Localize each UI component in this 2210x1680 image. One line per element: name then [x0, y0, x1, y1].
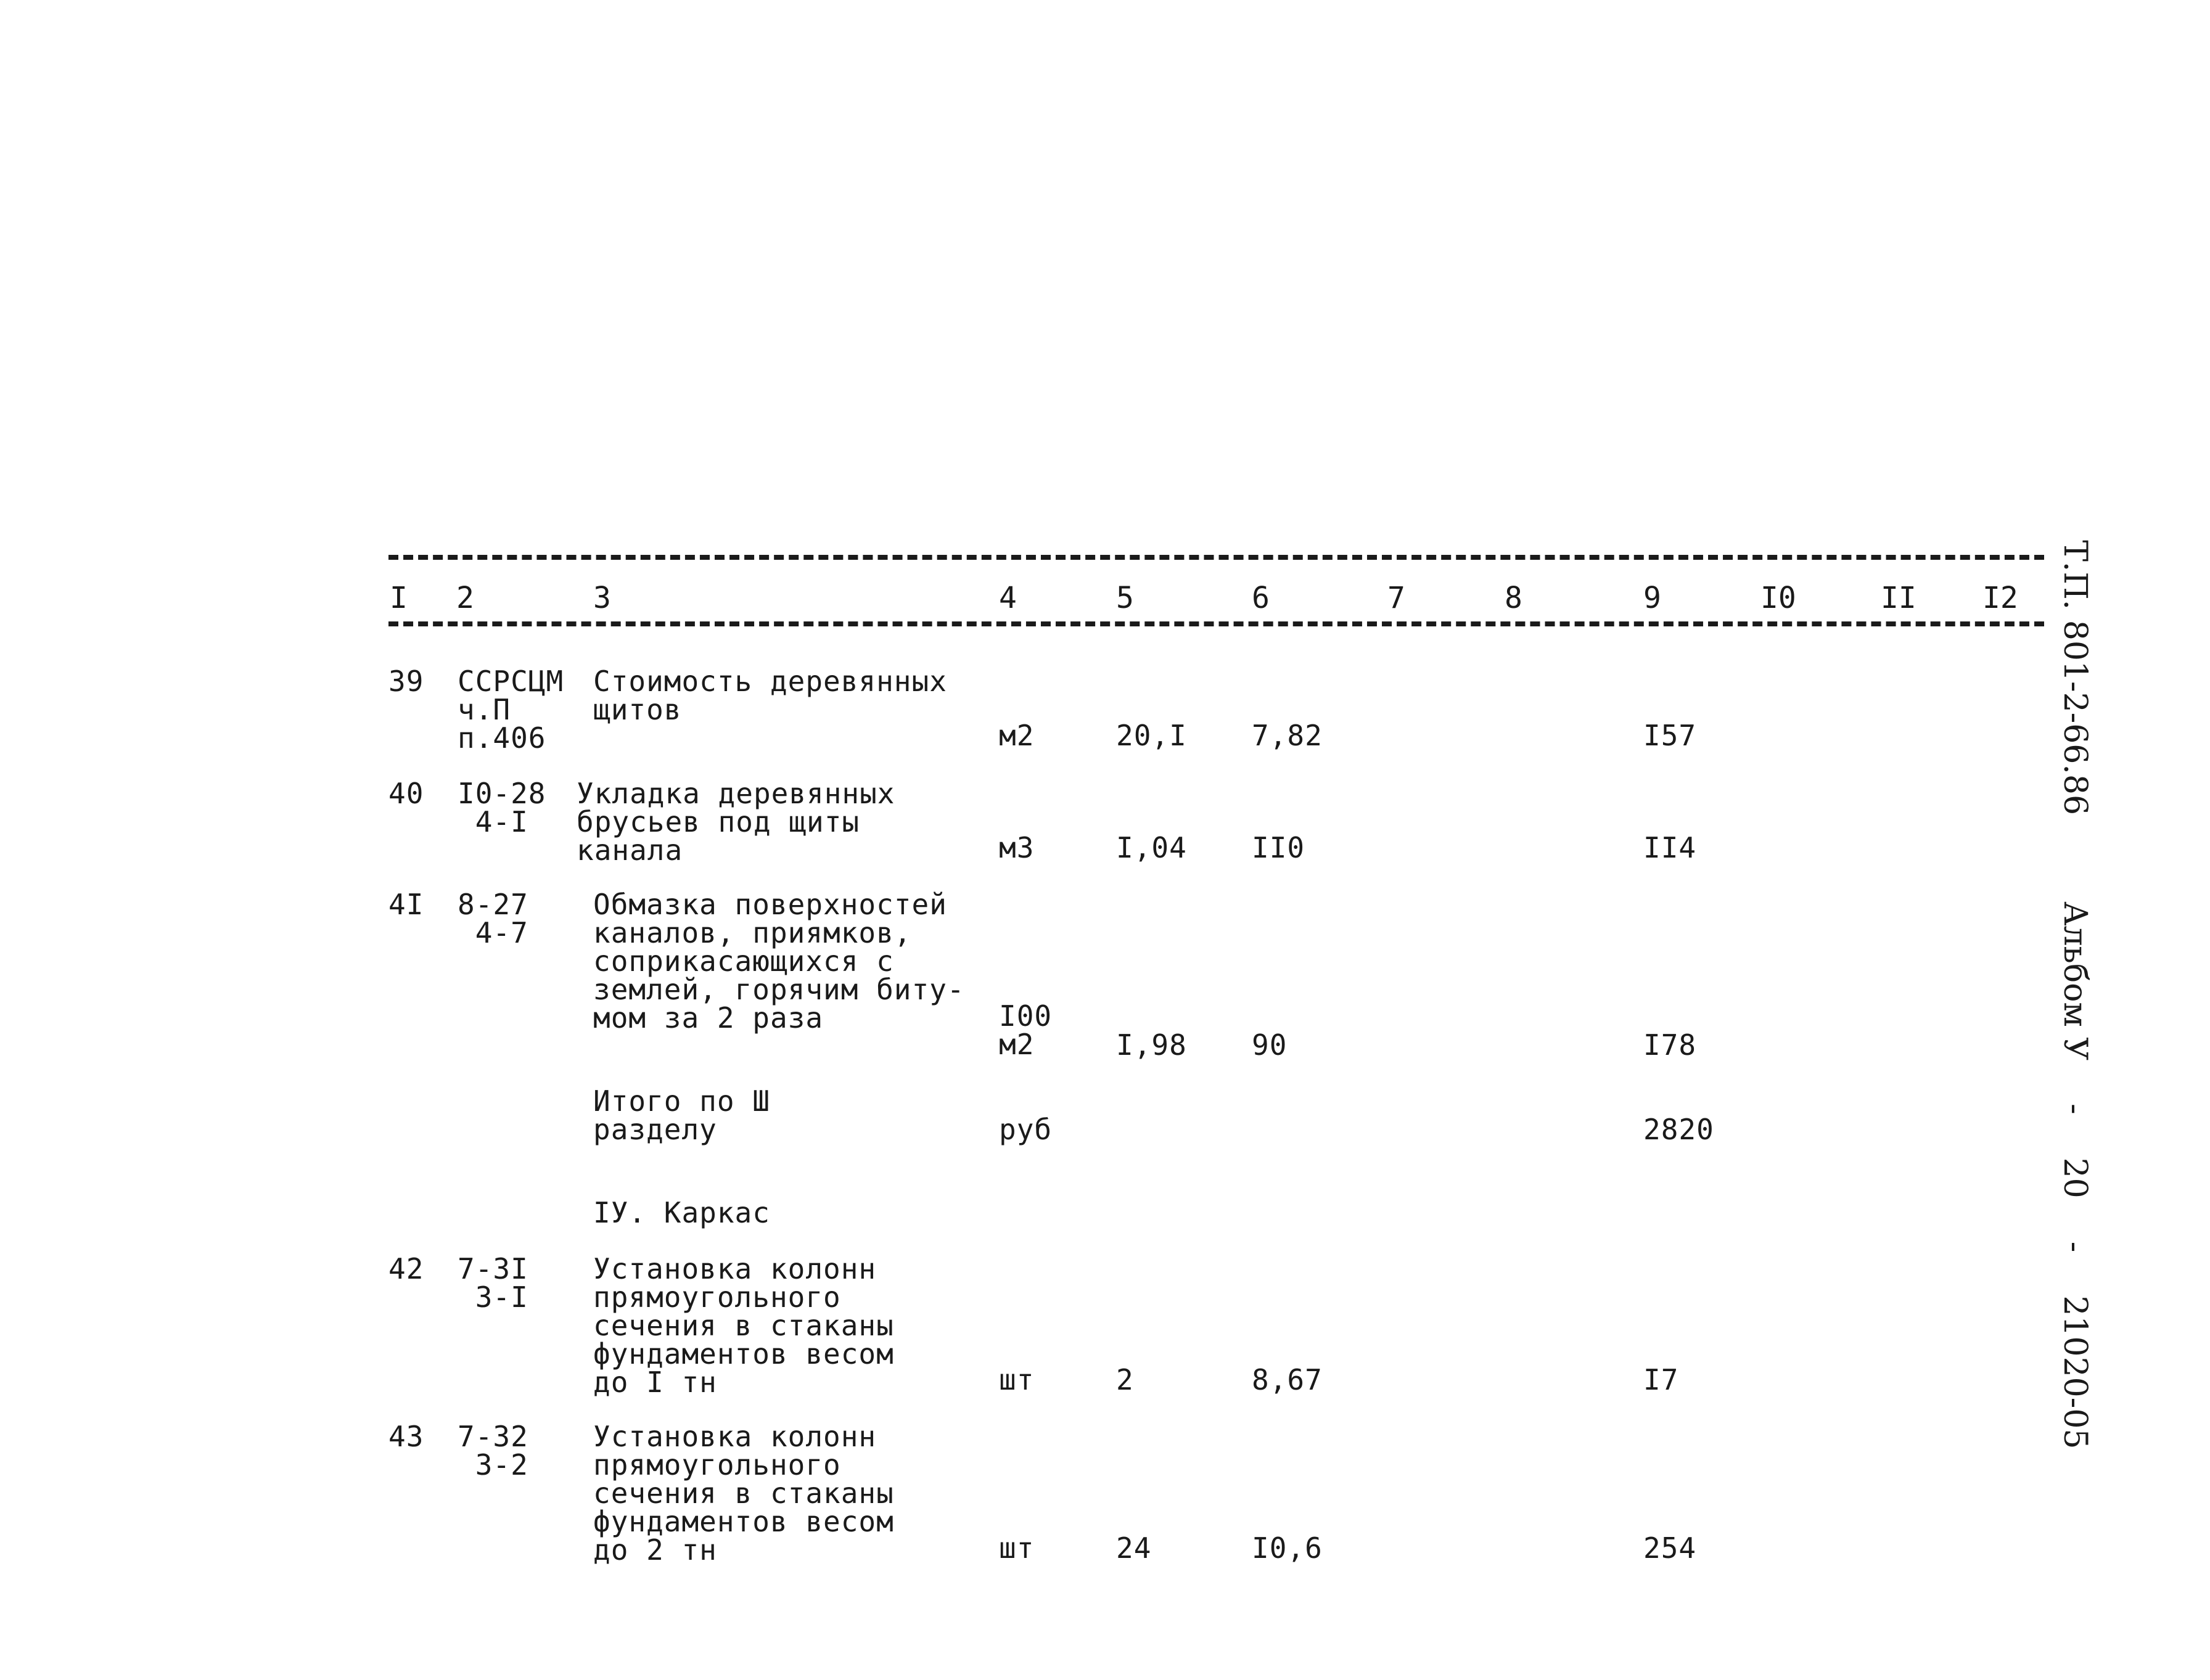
sheet-number: 20	[2056, 1157, 2093, 1199]
side-stamp: Т.П. 801-2-66.86Альбом У-20-21020-05	[2056, 540, 2093, 1449]
row-unit: м2	[999, 719, 1035, 752]
row-unit-price: II0	[1252, 831, 1305, 864]
document-code: 21020-05	[2056, 1295, 2093, 1449]
col-header-10: I0	[1760, 581, 1796, 615]
row-description: Укладка деревянных брусьев под щиты канала	[577, 777, 895, 867]
row-code: ССРСЦМ ч.П п.406	[458, 665, 564, 755]
col-header-5: 5	[1116, 581, 1134, 615]
row-quantity: 20,I	[1116, 719, 1187, 752]
row-quantity: I,04	[1116, 831, 1187, 864]
row-number: 39	[388, 665, 424, 698]
col-header-4: 4	[999, 581, 1017, 615]
col-header-12: I2	[1982, 581, 2018, 615]
row-total: I57	[1643, 719, 1697, 752]
row-description: Стоимость деревянных щитов	[593, 665, 947, 726]
row-unit: м3	[999, 831, 1035, 864]
col-header-8: 8	[1505, 581, 1522, 615]
col-header-7: 7	[1387, 581, 1405, 615]
row-total: 254	[1643, 1531, 1697, 1565]
row-unit-price: 8,67	[1252, 1363, 1323, 1396]
row-code: 7-32 3-2	[458, 1420, 528, 1481]
row-total: II4	[1643, 831, 1697, 864]
row-number: 40	[388, 777, 424, 810]
row-quantity: 2	[1116, 1363, 1134, 1396]
row-unit: шт	[999, 1363, 1035, 1396]
row-code: 8-27 4-7	[458, 888, 528, 949]
row-description: Установка колонн прямоугольного сечения в стаканы фундаментов весом до I тн	[593, 1252, 894, 1399]
section-heading: IУ. Каркас	[593, 1196, 770, 1229]
row-unit-price: 7,82	[1252, 719, 1323, 752]
col-header-6: 6	[1252, 581, 1270, 615]
row-description: Обмазка поверхностей каналов, приямков, соприкасающихся с землей, горячим биту- мом за 2 раза	[593, 888, 965, 1035]
row-code: I0-28 4-I	[458, 777, 546, 838]
subtotal-total: 2820	[1643, 1113, 1714, 1146]
col-header-11: II	[1881, 581, 1916, 615]
row-total: I78	[1643, 1028, 1697, 1062]
row-unit-price: I0,6	[1252, 1531, 1323, 1565]
header-top-rule	[388, 555, 2044, 560]
row-number: 42	[388, 1252, 424, 1285]
col-header-2: 2	[456, 581, 474, 615]
row-number: 4I	[388, 888, 424, 921]
project-number: Т.П. 801-2-66.86	[2056, 540, 2093, 816]
subtotal-label: Итого по Ш разделу	[593, 1084, 770, 1146]
row-unit: I00 м2	[999, 999, 1053, 1061]
header-bottom-rule	[388, 621, 2044, 626]
col-header-9: 9	[1643, 581, 1661, 615]
row-unit: шт	[999, 1531, 1035, 1565]
row-description: Установка колонн прямоугольного сечения в стаканы фундаментов весом до 2 тн	[593, 1420, 894, 1567]
row-code: 7-3I 3-I	[458, 1252, 528, 1314]
row-total: I7	[1643, 1363, 1679, 1396]
album-label: Альбом У	[2056, 901, 2093, 1060]
col-header-1: I	[390, 581, 408, 615]
subtotal-unit: руб	[999, 1113, 1053, 1146]
row-quantity: I,98	[1116, 1028, 1187, 1062]
col-header-3: 3	[593, 581, 611, 615]
row-quantity: 24	[1116, 1531, 1152, 1565]
row-unit-price: 90	[1252, 1028, 1288, 1062]
row-number: 43	[388, 1420, 424, 1453]
